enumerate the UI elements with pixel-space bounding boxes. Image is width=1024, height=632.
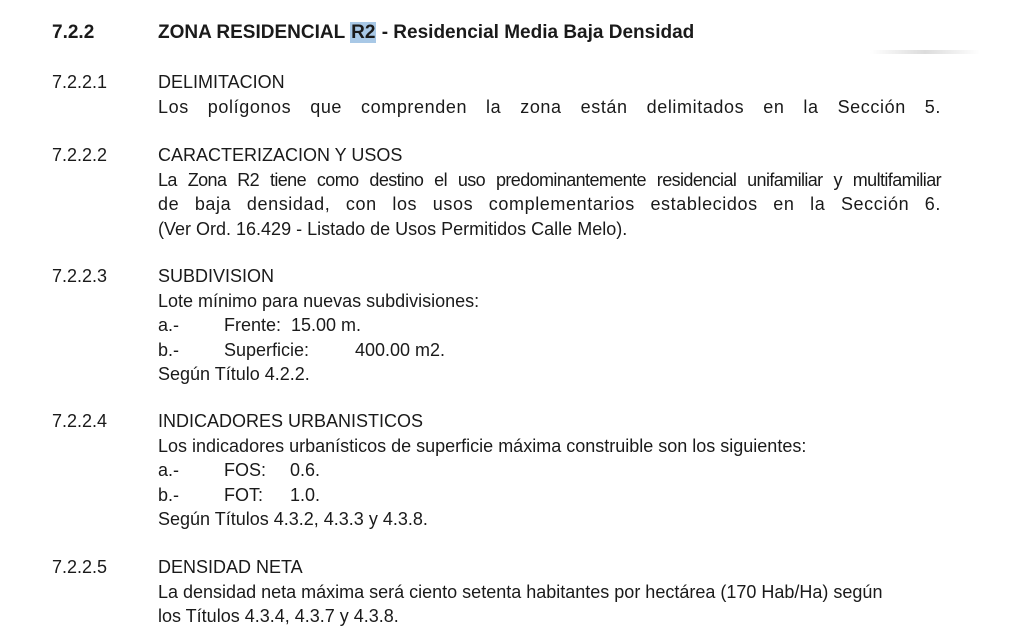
paragraph-line: Los polígonos que comprenden la zona están delimitados en la Sección 5. bbox=[158, 96, 941, 117]
heading-title bbox=[158, 22, 694, 44]
section-body bbox=[158, 264, 941, 387]
list-key: FOT: bbox=[224, 484, 263, 505]
section-body bbox=[158, 409, 941, 532]
list-key: Superficie: bbox=[224, 339, 310, 360]
heading-number: 7.2.2 bbox=[52, 22, 95, 43]
paragraph-line: La densidad neta máxima será ciento setenta habitantes por hectárea (170 Hab/Ha) según bbox=[158, 581, 883, 602]
list-label: a.- bbox=[158, 315, 180, 335]
paragraph-line: (Ver Ord. 16.429 - Listado de Usos Permitidos Calle Melo). bbox=[158, 218, 628, 239]
list-item bbox=[158, 338, 941, 363]
list-value: 400.00 m2. bbox=[355, 339, 446, 360]
section-title: INDICADORES URBANISTICOS bbox=[158, 411, 424, 431]
list-item bbox=[158, 313, 941, 338]
list-key: FOS: bbox=[224, 460, 267, 480]
heading-title-prefix: ZONA RESIDENCIAL bbox=[158, 22, 351, 43]
section-body bbox=[158, 143, 941, 241]
section-intro: Lote mínimo para nuevas subdivisiones: bbox=[158, 290, 480, 311]
list-item bbox=[158, 458, 941, 483]
section-number: 7.2.2.3 bbox=[52, 266, 108, 286]
heading-title-suffix: - Residencial Media Baja Densidad bbox=[376, 22, 695, 43]
list-value: 1.0. bbox=[290, 484, 321, 505]
section-body bbox=[158, 70, 941, 119]
list-item bbox=[158, 483, 941, 508]
section-footer: Según Título 4.2.2. bbox=[158, 364, 310, 384]
paragraph-line: de baja densidad, con los usos complementarios establecidos en la Sección 6. bbox=[158, 194, 941, 214]
section-number: 7.2.2.5 bbox=[52, 557, 108, 577]
section-title: DENSIDAD NETA bbox=[158, 557, 303, 577]
list-value: 0.6. bbox=[290, 460, 321, 480]
heading-highlight[interactable]: R2 bbox=[351, 22, 376, 43]
paragraph-line: La Zona R2 tiene como destino el uso predominantemente residencial unifamiliar y multifamiliar bbox=[158, 169, 941, 190]
list-label: b.- bbox=[158, 339, 180, 360]
section-number: 7.2.2.4 bbox=[52, 411, 108, 431]
list-key: Frente: bbox=[224, 315, 282, 335]
paragraph-line: los Títulos 4.3.4, 4.3.7 y 4.3.8. bbox=[158, 606, 399, 626]
section-footer: Según Títulos 4.3.2, 4.3.3 y 4.3.8. bbox=[158, 509, 428, 529]
list-label: b.- bbox=[158, 484, 180, 505]
page-edge-shadow bbox=[870, 50, 980, 54]
section-title: CARACTERIZACION Y USOS bbox=[158, 145, 403, 165]
list-label: a.- bbox=[158, 460, 180, 480]
section-title: DELIMITACION bbox=[158, 72, 285, 92]
section-intro: Los indicadores urbanísticos de superficie máxima construible son los siguientes: bbox=[158, 435, 807, 456]
section-number: 7.2.2.1 bbox=[52, 72, 108, 92]
list-value: 15.00 m. bbox=[291, 315, 362, 335]
section-body bbox=[158, 555, 941, 629]
section-number: 7.2.2.2 bbox=[52, 145, 108, 165]
section-title: SUBDIVISION bbox=[158, 266, 275, 286]
